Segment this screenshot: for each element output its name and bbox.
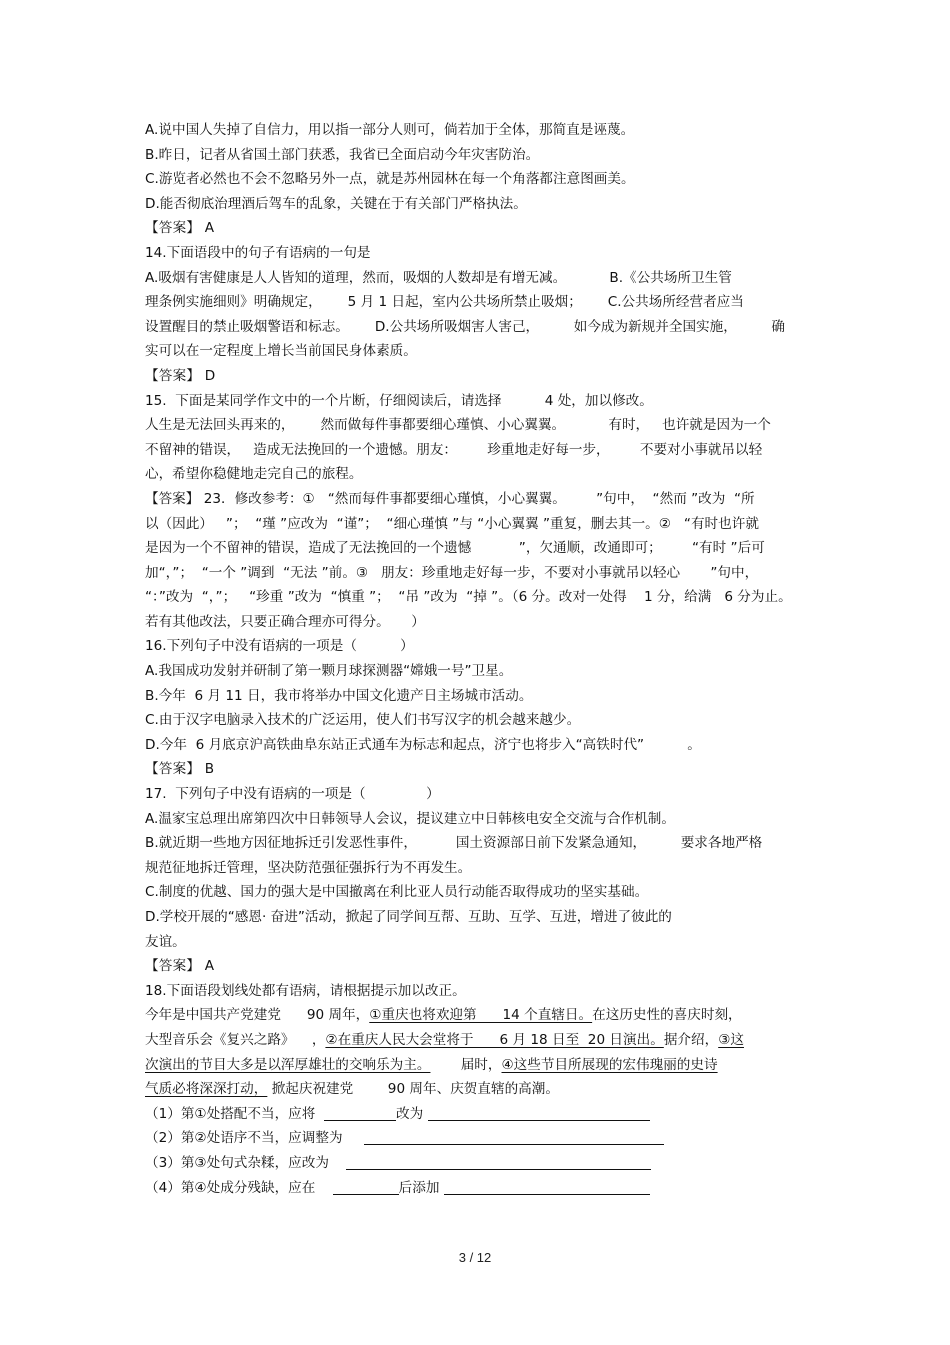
q18-passage-line [145, 1077, 810, 1102]
q15-answer-line: 加“，”； “一个 ”调到 “无法 ”前。③ 朋友：珍重地走好每一步，不要对小事就吊以轻心 ”句中， [145, 564, 759, 581]
q18-underlined-1: ①重庆也将欢迎第 14 个直辖日。 [369, 1007, 593, 1024]
answer-blank[interactable] [428, 1104, 650, 1121]
answer-blank[interactable] [324, 1104, 396, 1121]
q17-option-line: 友谊。 [145, 933, 186, 950]
q13-option-c: C.游览者必然也不会不忽略另外一点，就是苏州园林在每一个角落都注意图画美。 [145, 171, 635, 188]
q14-line: 设置醒目的禁止吸烟警语和标志。 D.公共场所吸烟害人害己， 如今成为新规并全国实施， 确 [145, 318, 786, 335]
q18-underlined-3: 次演出的节目大多是以浑厚雄壮的交响乐为主。 [145, 1056, 431, 1073]
q18-text: 今年是中国共产党建党 90 周年， [145, 1007, 370, 1024]
q16-title: 16.下列句子中没有语病的一项是（ ） [145, 638, 414, 655]
q16-option-b: B.今年 6 月 11 日，我市将举办中国文化遗产日主场城市活动。 [145, 687, 533, 704]
page-number: 3 / 12 [458, 1250, 492, 1265]
q17-answer: 【答案】 A [145, 958, 215, 975]
q18-title: 18.下面语段划线处都有语病，请根据提示加以改正。 [145, 982, 466, 999]
answer-blank[interactable] [444, 1178, 650, 1195]
q14-line: 理条例实施细则》明确规定， 5 月 1 日起，室内公共场所禁止吸烟； C.公共场所经营者应当 [145, 294, 744, 311]
q18-text: 在这历史性的喜庆时刻， [592, 1007, 742, 1024]
q18-prompt: （4）第④处成分残缺，应在 [145, 1179, 333, 1196]
q18-prompt: 后添加 [398, 1179, 444, 1196]
q15-answer-line: 【答案】 23．修改参考：① “然而每件事都要细心瑾慎，小心翼翼。 ”句中， “然而 ”改为 “所 [145, 490, 755, 507]
q18-passage-line [145, 1028, 810, 1053]
q15-answer-line: 若有其他改法，只要正确合理亦可得分。 ） [145, 613, 425, 630]
q14-line: A.吸烟有害健康是人人皆知的道理，然而，吸烟的人数却是有增无减。 B.《公共场所卫生管 [145, 269, 732, 286]
document-body [145, 118, 810, 1200]
q13-option-d: D.能否彻底治理酒后驾车的乱象，关键在于有关部门严格执法。 [145, 195, 527, 212]
q18-blank-line [145, 1102, 810, 1127]
q13-option-b: B.昨日，记者从省国土部门获悉，我省已全面启动今年灾害防治。 [145, 146, 540, 163]
q15-answer-line: 以（因此） ”； “瑾 ”应改为 “谨”； “细心瑾慎 ”与 “小心翼翼 ”重复，删去其一。② “有时也许就 [145, 515, 759, 532]
q16-option-d: D.今年 6 月底京沪高铁曲阜东站正式通车为标志和起点，济宁也将步入“高铁时代” 。 [145, 736, 701, 753]
q14-line: 实可以在一定程度上增长当前国民身体素质。 [145, 343, 417, 360]
q16-answer: 【答案】 B [145, 761, 215, 778]
q18-prompt: （3）第③处句式杂糅，应改为 [145, 1154, 347, 1171]
q18-blank-line [145, 1176, 810, 1201]
answer-blank[interactable] [346, 1153, 651, 1170]
q18-prompt: （1）第①处搭配不当，应将 [145, 1105, 325, 1122]
q18-text: 据介绍， [663, 1031, 719, 1048]
q18-prompt: （2）第②处语序不当，应调整为 [145, 1130, 365, 1147]
q18-blank-line [145, 1151, 810, 1176]
q15-passage-line: 人生是无法回头再来的， 然而做每件事都要细心瑾慎、小心翼翼。 有时， 也许就是因为一个 [145, 417, 771, 434]
answer-blank[interactable] [364, 1128, 664, 1145]
q18-passage-line [145, 1003, 810, 1028]
q18-blank-line [145, 1126, 810, 1151]
q17-option-line: C.制度的优越、国力的强大是中国撤离在利比亚人员行动能否取得成功的坚实基础。 [145, 884, 649, 901]
q15-title: 15. 下面是某同学作文中的一个片断，仔细阅读后，请选择 4 处，加以修改。 [145, 392, 653, 409]
q13-answer: 【答案】 A [145, 220, 215, 237]
q18-prompt: 改为 [396, 1105, 428, 1122]
q13-option-a: A.说中国人失掉了自信力，用以指一部分人则可，倘若加于全体，那简直是诬蔑。 [145, 122, 635, 138]
q18-underlined-4: ④这些节目所展现的宏伟瑰丽的史诗 [501, 1056, 718, 1073]
q18-underlined-4: 气质必将深深打动， [145, 1081, 268, 1098]
q14-answer: 【答案】 D [145, 367, 216, 384]
q18-underlined-3: ③这 [718, 1031, 744, 1048]
q17-option-line: A.温家宝总理出席第四次中日韩领导人会议，提议建立中日韩核电安全交流与合作机制。 [145, 810, 675, 827]
q16-option-c: C.由于汉字电脑录入技术的广泛运用，使人们书写汉字的机会越来越少。 [145, 712, 581, 729]
q16-option-a: A.我国成功发射并研制了第一颗月球探测器“嫦娥一号”卫星。 [145, 663, 513, 680]
q17-option-line: B.就近期一些地方因征地拆迁引发恶性事件， 国土资源部日前下发紧急通知， 要求各地严格 [145, 835, 763, 852]
q15-answer-line: 是因为一个不留神的错误，造成了无法挽回的一个遗憾 ”，欠通顺，改通即可； “有时 ”后可 [145, 540, 765, 557]
q14-title: 14.下面语段中的句子有语病的一句是 [145, 244, 371, 261]
q18-text: 大型音乐会《复兴之路》 ， [145, 1031, 326, 1048]
q17-option-line: D.学校开展的“感恩· 奋进”活动，掀起了同学间互帮、互助、互学、互进，增进了彼此的 [145, 909, 672, 925]
answer-blank[interactable] [333, 1178, 399, 1195]
q15-passage-line: 心，希望你稳健地走完自己的旅程。 [145, 466, 363, 483]
q18-underlined-2: ②在重庆人民大会堂将于 6 月 18 日至 20 日演出。 [325, 1031, 664, 1048]
q17-title: 17. 下列句子中没有语病的一项是（ ） [145, 786, 440, 803]
q17-option-line: 规范征地拆迁管理，坚决防范强征强拆行为不再发生。 [145, 859, 472, 876]
q15-passage-line: 不留神的错误， 造成无法挽回的一个遗憾。朋友： 珍重地走好每一步， 不要对小事就吊以轻 [145, 441, 763, 458]
q18-passage-line [145, 1053, 810, 1078]
q18-text: 掀起庆祝建党 90 周年、庆贺直辖的高潮。 [267, 1081, 559, 1098]
q18-text: 届时， [430, 1056, 502, 1073]
q15-answer-line: “：”改为 “，”； “珍重 ”改为 “慎重 ”； “吊 ”改为 “掉 ”。（6 分。改对一处得 1 分，给满 6 分为止。 [145, 589, 792, 606]
